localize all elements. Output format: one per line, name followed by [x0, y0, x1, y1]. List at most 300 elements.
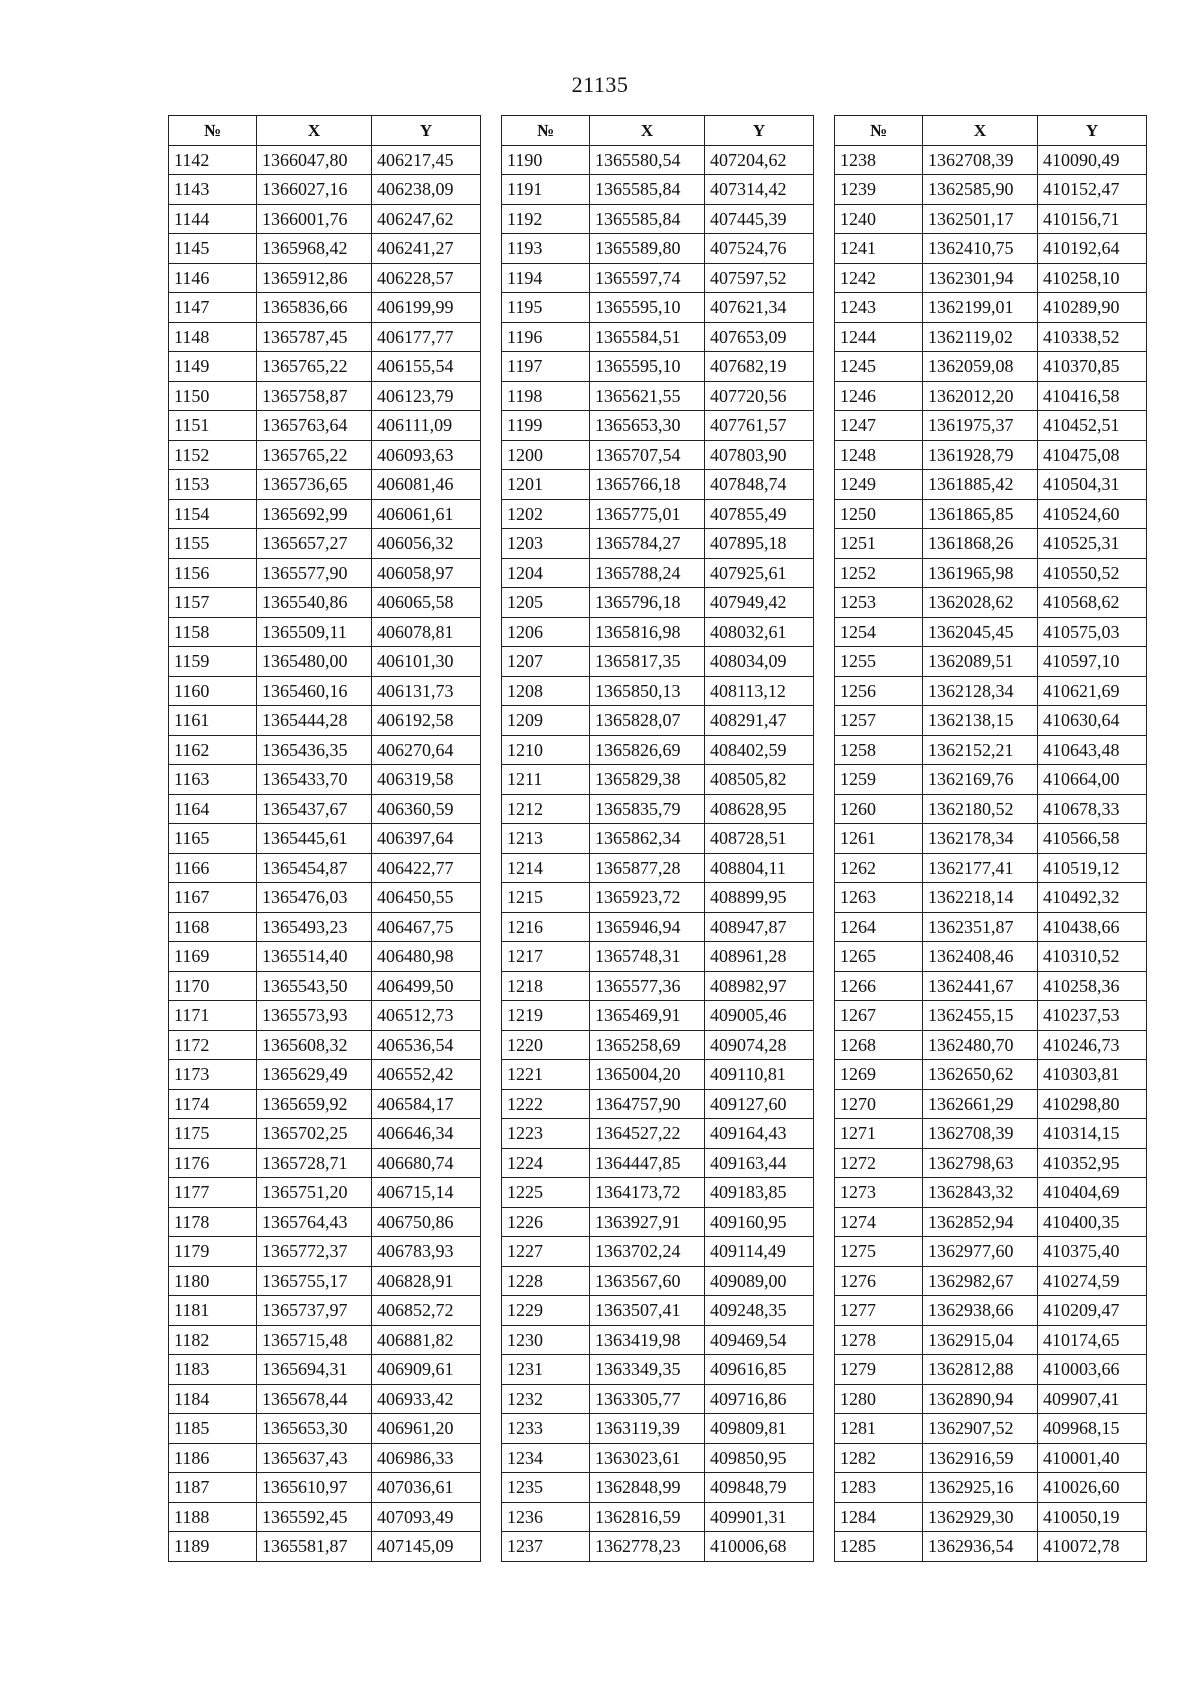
table-row: [502, 558, 814, 588]
cell-y: 406217,45: [372, 145, 481, 175]
cell-number: 1154: [169, 499, 257, 529]
cell-number: 1218: [502, 971, 590, 1001]
cell-y: 408628,95: [705, 794, 814, 824]
cell-y: 406828,91: [372, 1266, 481, 1296]
table-row: [169, 1473, 481, 1503]
cell-y: 410550,52: [1038, 558, 1147, 588]
cell-number: 1238: [835, 145, 923, 175]
cell-x: 1365748,31: [590, 942, 705, 972]
table-row: [835, 883, 1147, 913]
cell-number: 1158: [169, 617, 257, 647]
table-row: [835, 1119, 1147, 1149]
cell-number: 1177: [169, 1178, 257, 1208]
cell-y: 406852,72: [372, 1296, 481, 1326]
cell-y: 406319,58: [372, 765, 481, 795]
cell-x: 1365692,99: [257, 499, 372, 529]
cell-number: 1193: [502, 234, 590, 264]
table-row: [835, 1296, 1147, 1326]
cell-number: 1268: [835, 1030, 923, 1060]
cell-number: 1170: [169, 971, 257, 1001]
cell-y: 406093,63: [372, 440, 481, 470]
table-row: [502, 499, 814, 529]
coordinate-table-3: [834, 115, 1147, 1562]
cell-x: 1361868,26: [923, 529, 1038, 559]
table-row: [835, 1148, 1147, 1178]
cell-y: 406783,93: [372, 1237, 481, 1267]
cell-y: 410475,08: [1038, 440, 1147, 470]
cell-number: 1239: [835, 175, 923, 205]
table-row: [502, 1443, 814, 1473]
cell-y: 410258,36: [1038, 971, 1147, 1001]
cell-number: 1203: [502, 529, 590, 559]
cell-y: 406065,58: [372, 588, 481, 618]
cell-number: 1211: [502, 765, 590, 795]
cell-y: 407653,09: [705, 322, 814, 352]
cell-number: 1169: [169, 942, 257, 972]
cell-x: 1365862,34: [590, 824, 705, 854]
table-row: [502, 942, 814, 972]
cell-number: 1159: [169, 647, 257, 677]
cell-y: 409160,95: [705, 1207, 814, 1237]
table-row: [169, 1089, 481, 1119]
cell-x: 1362938,66: [923, 1296, 1038, 1326]
cell-x: 1365437,67: [257, 794, 372, 824]
cell-number: 1216: [502, 912, 590, 942]
cell-number: 1192: [502, 204, 590, 234]
cell-x: 1365763,64: [257, 411, 372, 441]
cell-x: 1365968,42: [257, 234, 372, 264]
table-row: [502, 1060, 814, 1090]
table-row: [835, 1355, 1147, 1385]
table-row: [169, 765, 481, 795]
cell-number: 1236: [502, 1502, 590, 1532]
cell-y: 410237,53: [1038, 1001, 1147, 1031]
cell-y: 410375,40: [1038, 1237, 1147, 1267]
table-row: [502, 1148, 814, 1178]
table-row: [502, 883, 814, 913]
cell-x: 1362982,67: [923, 1266, 1038, 1296]
cell-x: 1362925,16: [923, 1473, 1038, 1503]
table-row: [502, 588, 814, 618]
table-row: [169, 529, 481, 559]
cell-y: 410192,64: [1038, 234, 1147, 264]
cell-x: 1365678,44: [257, 1384, 372, 1414]
cell-x: 1365766,18: [590, 470, 705, 500]
cell-x: 1365573,93: [257, 1001, 372, 1031]
cell-x: 1362977,60: [923, 1237, 1038, 1267]
cell-y: 410314,15: [1038, 1119, 1147, 1149]
table-row: [169, 1325, 481, 1355]
cell-x: 1365543,50: [257, 971, 372, 1001]
cell-x: 1363305,77: [590, 1384, 705, 1414]
cell-number: 1280: [835, 1384, 923, 1414]
cell-x: 1365787,45: [257, 322, 372, 352]
cell-x: 1362180,52: [923, 794, 1038, 824]
cell-x: 1365585,84: [590, 175, 705, 205]
table-row: [169, 1001, 481, 1031]
cell-x: 1362816,59: [590, 1502, 705, 1532]
table-row: [835, 470, 1147, 500]
table-row: [835, 765, 1147, 795]
cell-x: 1362410,75: [923, 234, 1038, 264]
table-row: [502, 204, 814, 234]
table-row: [169, 883, 481, 913]
cell-y: 406646,34: [372, 1119, 481, 1149]
cell-y: 406081,46: [372, 470, 481, 500]
cell-y: 410289,90: [1038, 293, 1147, 323]
cell-y: 407597,52: [705, 263, 814, 293]
cell-x: 1365454,87: [257, 853, 372, 883]
table-row: [169, 175, 481, 205]
table-row: [169, 293, 481, 323]
cell-y: 406360,59: [372, 794, 481, 824]
cell-number: 1270: [835, 1089, 923, 1119]
cell-number: 1224: [502, 1148, 590, 1178]
cell-number: 1165: [169, 824, 257, 854]
table-row: [835, 647, 1147, 677]
table-row: [169, 470, 481, 500]
cell-y: 406499,50: [372, 971, 481, 1001]
cell-x: 1365580,54: [590, 145, 705, 175]
table-row: [169, 234, 481, 264]
cell-y: 406199,99: [372, 293, 481, 323]
cell-y: 406101,30: [372, 647, 481, 677]
cell-y: 410352,95: [1038, 1148, 1147, 1178]
cell-y: 410525,31: [1038, 529, 1147, 559]
table-row: [502, 381, 814, 411]
cell-number: 1181: [169, 1296, 257, 1326]
cell-number: 1265: [835, 942, 923, 972]
cell-number: 1167: [169, 883, 257, 913]
cell-number: 1146: [169, 263, 257, 293]
table-row: [502, 1384, 814, 1414]
table-row: [835, 794, 1147, 824]
cell-y: 410152,47: [1038, 175, 1147, 205]
cell-number: 1214: [502, 853, 590, 883]
table-row: [502, 617, 814, 647]
cell-x: 1366027,16: [257, 175, 372, 205]
table-row: [169, 263, 481, 293]
cell-number: 1272: [835, 1148, 923, 1178]
cell-y: 410001,40: [1038, 1443, 1147, 1473]
cell-number: 1180: [169, 1266, 257, 1296]
cell-y: 410026,60: [1038, 1473, 1147, 1503]
cell-number: 1182: [169, 1325, 257, 1355]
cell-number: 1285: [835, 1532, 923, 1562]
cell-number: 1208: [502, 676, 590, 706]
cell-x: 1362661,29: [923, 1089, 1038, 1119]
cell-y: 410566,58: [1038, 824, 1147, 854]
cell-number: 1183: [169, 1355, 257, 1385]
table-row: [835, 1089, 1147, 1119]
cell-number: 1257: [835, 706, 923, 736]
cell-y: 410575,03: [1038, 617, 1147, 647]
cell-y: 407682,19: [705, 352, 814, 382]
cell-y: 406131,73: [372, 676, 481, 706]
cell-number: 1232: [502, 1384, 590, 1414]
table-body: [502, 145, 814, 1561]
cell-y: 406961,20: [372, 1414, 481, 1444]
cell-number: 1277: [835, 1296, 923, 1326]
cell-number: 1282: [835, 1443, 923, 1473]
cell-x: 1365653,30: [257, 1414, 372, 1444]
cell-x: 1365737,97: [257, 1296, 372, 1326]
cell-x: 1365653,30: [590, 411, 705, 441]
cell-number: 1261: [835, 824, 923, 854]
cell-number: 1207: [502, 647, 590, 677]
cell-y: 406536,54: [372, 1030, 481, 1060]
cell-number: 1229: [502, 1296, 590, 1326]
cell-x: 1362169,76: [923, 765, 1038, 795]
cell-x: 1365493,23: [257, 912, 372, 942]
cell-x: 1365912,86: [257, 263, 372, 293]
cell-y: 409469,54: [705, 1325, 814, 1355]
table-row: [502, 1178, 814, 1208]
cell-y: 407949,42: [705, 588, 814, 618]
cell-x: 1365577,36: [590, 971, 705, 1001]
table-row: [502, 1473, 814, 1503]
table-row: [835, 558, 1147, 588]
cell-x: 1362059,08: [923, 352, 1038, 382]
cell-number: 1275: [835, 1237, 923, 1267]
cell-x: 1362929,30: [923, 1502, 1038, 1532]
cell-y: 406480,98: [372, 942, 481, 972]
cell-x: 1365436,35: [257, 735, 372, 765]
cell-y: 410246,73: [1038, 1030, 1147, 1060]
table-row: [835, 234, 1147, 264]
cell-number: 1184: [169, 1384, 257, 1414]
header-x: X: [923, 116, 1038, 146]
cell-x: 1365610,97: [257, 1473, 372, 1503]
cell-x: 1364173,72: [590, 1178, 705, 1208]
cell-number: 1145: [169, 234, 257, 264]
cell-number: 1278: [835, 1325, 923, 1355]
cell-x: 1362408,46: [923, 942, 1038, 972]
cell-x: 1365581,87: [257, 1532, 372, 1562]
cell-x: 1365816,98: [590, 617, 705, 647]
cell-y: 409901,31: [705, 1502, 814, 1532]
cell-x: 1365657,27: [257, 529, 372, 559]
table-header-row: [835, 116, 1147, 146]
cell-number: 1242: [835, 263, 923, 293]
cell-number: 1160: [169, 676, 257, 706]
table-row: [502, 1502, 814, 1532]
cell-x: 1365751,20: [257, 1178, 372, 1208]
table-row: [169, 912, 481, 942]
table-row: [502, 1237, 814, 1267]
table-row: [169, 352, 481, 382]
cell-x: 1362843,32: [923, 1178, 1038, 1208]
cell-x: 1363567,60: [590, 1266, 705, 1296]
cell-y: 406422,77: [372, 853, 481, 883]
cell-number: 1190: [502, 145, 590, 175]
table-row: [835, 1060, 1147, 1090]
cell-number: 1281: [835, 1414, 923, 1444]
table-row: [169, 676, 481, 706]
cell-number: 1241: [835, 234, 923, 264]
cell-x: 1365764,43: [257, 1207, 372, 1237]
cell-number: 1210: [502, 735, 590, 765]
cell-y: 406192,58: [372, 706, 481, 736]
cell-y: 407895,18: [705, 529, 814, 559]
cell-x: 1365585,84: [590, 204, 705, 234]
cell-x: 1365715,48: [257, 1325, 372, 1355]
table-row: [169, 971, 481, 1001]
table-row: [835, 942, 1147, 972]
cell-y: 407036,61: [372, 1473, 481, 1503]
cell-x: 1365621,55: [590, 381, 705, 411]
cell-y: 408899,95: [705, 883, 814, 913]
cell-y: 410258,10: [1038, 263, 1147, 293]
table-row: [169, 440, 481, 470]
cell-x: 1362798,63: [923, 1148, 1038, 1178]
table-row: [835, 529, 1147, 559]
table-header-row: [169, 116, 481, 146]
cell-y: 410438,66: [1038, 912, 1147, 942]
cell-number: 1266: [835, 971, 923, 1001]
cell-y: 406270,64: [372, 735, 481, 765]
cell-number: 1274: [835, 1207, 923, 1237]
cell-x: 1363702,24: [590, 1237, 705, 1267]
cell-x: 1365702,25: [257, 1119, 372, 1149]
cell-y: 409616,85: [705, 1355, 814, 1385]
cell-y: 410597,10: [1038, 647, 1147, 677]
cell-y: 407848,74: [705, 470, 814, 500]
cell-number: 1205: [502, 588, 590, 618]
cell-y: 406061,61: [372, 499, 481, 529]
cell-y: 410006,68: [705, 1532, 814, 1562]
cell-x: 1363119,39: [590, 1414, 705, 1444]
cell-number: 1174: [169, 1089, 257, 1119]
table-row: [835, 1178, 1147, 1208]
cell-y: 410416,58: [1038, 381, 1147, 411]
cell-number: 1235: [502, 1473, 590, 1503]
cell-number: 1186: [169, 1443, 257, 1473]
cell-y: 407803,90: [705, 440, 814, 470]
cell-x: 1365850,13: [590, 676, 705, 706]
cell-y: 406155,54: [372, 352, 481, 382]
table-row: [835, 293, 1147, 323]
cell-x: 1365460,16: [257, 676, 372, 706]
cell-number: 1151: [169, 411, 257, 441]
cell-y: 409716,86: [705, 1384, 814, 1414]
cell-number: 1237: [502, 1532, 590, 1562]
cell-x: 1365765,22: [257, 352, 372, 382]
cell-y: 406680,74: [372, 1148, 481, 1178]
cell-y: 410400,35: [1038, 1207, 1147, 1237]
cell-y: 410492,32: [1038, 883, 1147, 913]
cell-number: 1166: [169, 853, 257, 883]
cell-number: 1142: [169, 145, 257, 175]
cell-number: 1175: [169, 1119, 257, 1149]
table-row: [502, 470, 814, 500]
table-row: [502, 971, 814, 1001]
cell-y: 409968,15: [1038, 1414, 1147, 1444]
table-row: [169, 1443, 481, 1473]
cell-x: 1365584,51: [590, 322, 705, 352]
cell-x: 1363349,35: [590, 1355, 705, 1385]
cell-x: 1365433,70: [257, 765, 372, 795]
cell-y: 410090,49: [1038, 145, 1147, 175]
cell-x: 1365258,69: [590, 1030, 705, 1060]
cell-x: 1365476,03: [257, 883, 372, 913]
cell-number: 1254: [835, 617, 923, 647]
cell-number: 1187: [169, 1473, 257, 1503]
table-row: [502, 145, 814, 175]
cell-x: 1365509,11: [257, 617, 372, 647]
cell-x: 1365796,18: [590, 588, 705, 618]
table-row: [502, 411, 814, 441]
table-row: [835, 263, 1147, 293]
cell-x: 1362138,15: [923, 706, 1038, 736]
table-row: [835, 1414, 1147, 1444]
table-row: [835, 1473, 1147, 1503]
cell-number: 1196: [502, 322, 590, 352]
cell-y: 408113,12: [705, 676, 814, 706]
cell-number: 1259: [835, 765, 923, 795]
cell-x: 1365755,17: [257, 1266, 372, 1296]
cell-y: 408961,28: [705, 942, 814, 972]
cell-number: 1252: [835, 558, 923, 588]
cell-number: 1161: [169, 706, 257, 736]
cell-number: 1217: [502, 942, 590, 972]
table-row: [835, 1207, 1147, 1237]
cell-number: 1149: [169, 352, 257, 382]
table-row: [835, 1384, 1147, 1414]
table-row: [502, 175, 814, 205]
table-body: [835, 145, 1147, 1561]
table-row: [169, 145, 481, 175]
header-x: X: [257, 116, 372, 146]
cell-y: 410643,48: [1038, 735, 1147, 765]
cell-y: 407445,39: [705, 204, 814, 234]
table-row: [502, 529, 814, 559]
cell-y: 407621,34: [705, 293, 814, 323]
cell-y: 408947,87: [705, 912, 814, 942]
table-row: [169, 1148, 481, 1178]
cell-x: 1362501,17: [923, 204, 1038, 234]
table-row: [169, 1060, 481, 1090]
cell-y: 410310,52: [1038, 942, 1147, 972]
cell-x: 1362480,70: [923, 1030, 1038, 1060]
table-row: [169, 942, 481, 972]
cell-y: 409074,28: [705, 1030, 814, 1060]
cell-y: 410678,33: [1038, 794, 1147, 824]
cell-number: 1234: [502, 1443, 590, 1473]
cell-x: 1365445,61: [257, 824, 372, 854]
cell-x: 1362089,51: [923, 647, 1038, 677]
cell-x: 1362128,34: [923, 676, 1038, 706]
cell-number: 1204: [502, 558, 590, 588]
table-row: [169, 411, 481, 441]
header-x: X: [590, 116, 705, 146]
header-number: №: [835, 116, 923, 146]
cell-y: 406247,62: [372, 204, 481, 234]
cell-number: 1179: [169, 1237, 257, 1267]
cell-x: 1362916,59: [923, 1443, 1038, 1473]
cell-y: 410370,85: [1038, 352, 1147, 382]
cell-y: 409164,43: [705, 1119, 814, 1149]
cell-number: 1284: [835, 1502, 923, 1532]
cell-number: 1273: [835, 1178, 923, 1208]
cell-number: 1276: [835, 1266, 923, 1296]
cell-y: 407145,09: [372, 1532, 481, 1562]
table-row: [502, 1030, 814, 1060]
cell-y: 410072,78: [1038, 1532, 1147, 1562]
cell-x: 1362650,62: [923, 1060, 1038, 1090]
cell-number: 1267: [835, 1001, 923, 1031]
cell-x: 1365629,49: [257, 1060, 372, 1090]
